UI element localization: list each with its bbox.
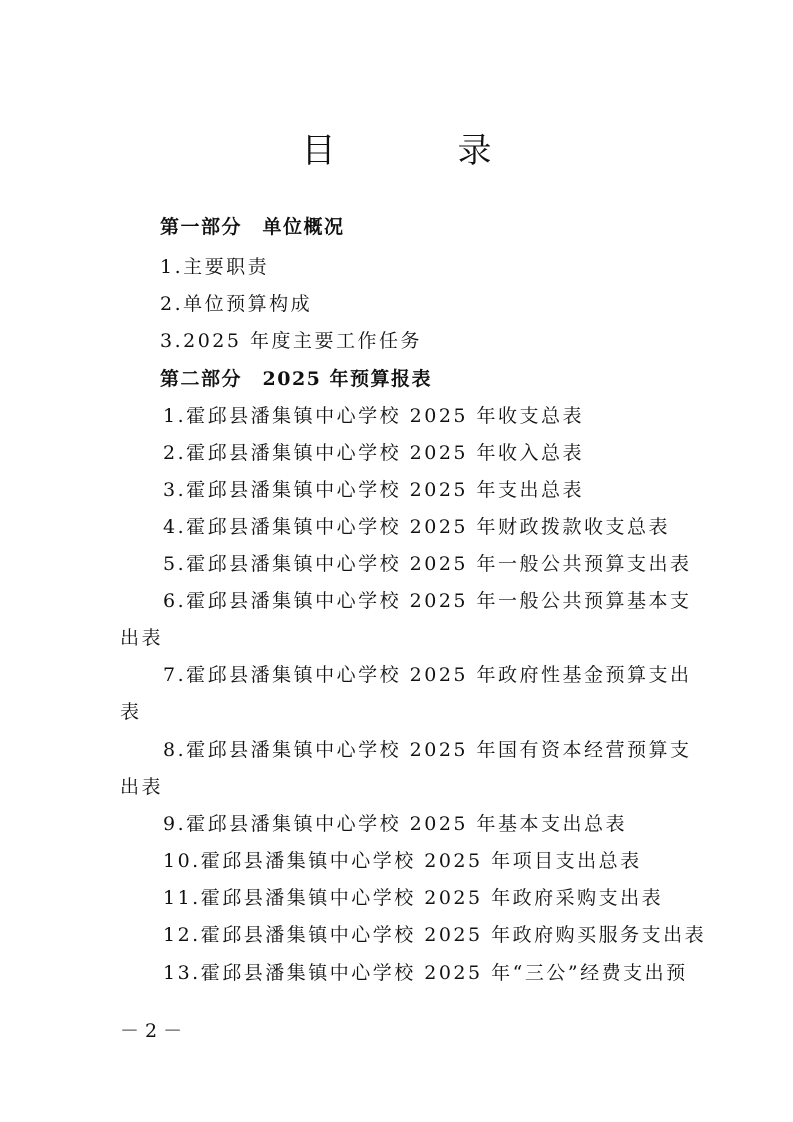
toc-part2-item-13: 13.霍邱县潘集镇中心学校 2025 年“三公”经费支出预 — [163, 962, 688, 984]
page-number: － 2 － — [120, 1020, 183, 1042]
toc-part2-item-3: 3.霍邱县潘集镇中心学校 2025 年支出总表 — [163, 479, 585, 501]
toc-part1-item-1: 1.主要职责 — [160, 256, 270, 278]
toc-part2-item-8: 8.霍邱县潘集镇中心学校 2025 年国有资本经营预算支 — [163, 739, 692, 761]
toc-part2-item-8-cont: 出表 — [120, 776, 164, 798]
toc-part2-item-7-cont: 表 — [120, 701, 142, 723]
toc-part1-item-2: 2.单位预算构成 — [160, 293, 313, 315]
toc-part2-item-10: 10.霍邱县潘集镇中心学校 2025 年项目支出总表 — [163, 850, 642, 872]
toc-part2-item-2: 2.霍邱县潘集镇中心学校 2025 年收入总表 — [163, 442, 585, 464]
toc-part2-item-6-cont: 出表 — [120, 627, 164, 649]
toc-part2-item-4: 4.霍邱县潘集镇中心学校 2025 年财政拨款收支总表 — [163, 516, 671, 538]
toc-part2-item-7: 7.霍邱县潘集镇中心学校 2025 年政府性基金预算支出 — [163, 664, 692, 686]
toc-part2-heading: 第二部分 2025 年预算报表 — [160, 368, 432, 390]
toc-part2-item-11: 11.霍邱县潘集镇中心学校 2025 年政府采购支出表 — [163, 887, 664, 909]
toc-part1-item-3: 3.2025 年度主要工作任务 — [160, 330, 423, 352]
toc-part2-item-9: 9.霍邱县潘集镇中心学校 2025 年基本支出总表 — [163, 813, 628, 835]
toc-part1-heading: 第一部分 单位概况 — [160, 216, 345, 238]
page-title: 目 录 — [301, 131, 536, 171]
toc-part2-item-5: 5.霍邱县潘集镇中心学校 2025 年一般公共预算支出表 — [163, 553, 692, 575]
toc-part2-item-12: 12.霍邱县潘集镇中心学校 2025 年政府购买服务支出表 — [163, 924, 707, 946]
toc-part2-item-6: 6.霍邱县潘集镇中心学校 2025 年一般公共预算基本支 — [163, 590, 692, 612]
toc-part2-item-1: 1.霍邱县潘集镇中心学校 2025 年收支总表 — [163, 405, 585, 427]
